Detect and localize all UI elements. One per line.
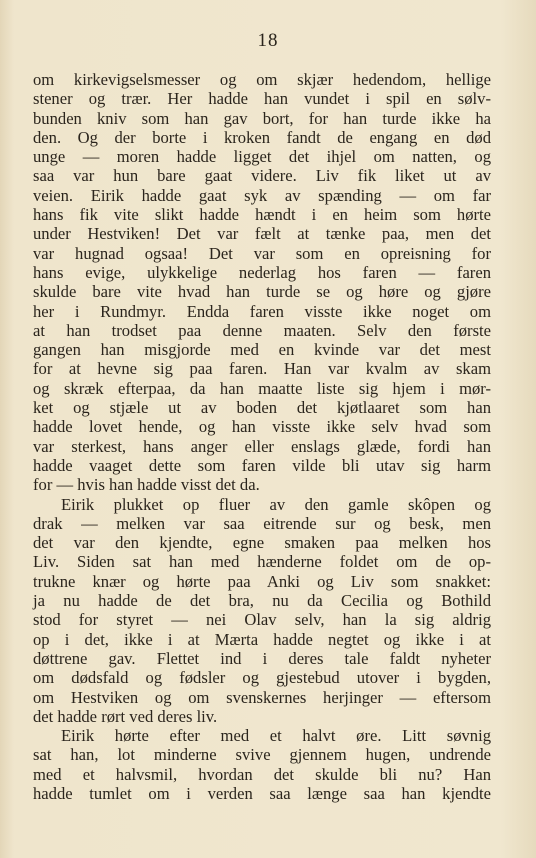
text-line: om dødsfald og fødsler og gjestebud utover i bygden, (33, 668, 491, 688)
text-line: bunden kniv som han gav bort, for han turde ikke ha (33, 108, 491, 128)
body-text (33, 70, 491, 803)
text-line: var sterkest, hans anger eller enslags glæde, fordi han (33, 436, 491, 456)
text-line: hans fik vite slikt hadde hændt i en heim som hørte (33, 205, 491, 225)
text-line: det hadde rørt ved deres liv. (33, 706, 218, 726)
text-line: stener og trær. Her hadde han vundet i spil en sølv- (33, 89, 491, 109)
text-line: om kirkevigselsmesser og om skjær hedendom, hellige (33, 70, 491, 89)
page-number: 18 (257, 30, 279, 51)
text-line: drak — melken var saa eitrende sur og besk, men (33, 513, 491, 533)
text-line: at han trodset paa denne maaten. Selv den første (33, 320, 491, 340)
text-line: var hugnad ogsaa! Det var som en opreisning for (33, 243, 491, 263)
text-line: under Hestviken! Det var fælt at tænke paa, men det (33, 224, 491, 244)
text-line: for — hvis han hadde visst det da. (33, 475, 260, 495)
text-line: hans evige, ulykkelige nederlag hos faren — faren (33, 262, 491, 282)
text-line: med et halvsmil, hvordan det skulde bli nu? Han (33, 764, 491, 784)
text-line: stod for styret — nei Olav selv, han la sig aldrig (33, 610, 491, 630)
text-line: veien. Eirik hadde gaat syk av spænding — om far (33, 185, 491, 205)
text-line: hadde lovet hende, og han visste ikke selv hvad som (33, 417, 491, 437)
text-line: døttrene gav. Flettet ind i deres tale faldt nyheter (33, 648, 491, 668)
text-line: og skræk efterpaa, da han maatte liste sig hjem i mør- (33, 378, 491, 398)
text-line: her i Rundmyr. Endda faren visste ikke noget om (33, 301, 491, 321)
text-line: op i det, ikke i at Mærta hadde negtet og ikke i at (33, 629, 491, 649)
text-line: trukne knær og hørte paa Anki og Liv som snakket: (33, 571, 491, 591)
text-line: Eirik plukket op fluer av den gamle skôpen og (61, 494, 491, 514)
text-line: Eirik hørte efter med et halvt øre. Litt søvnig (61, 726, 491, 746)
text-line: hadde tumlet om i verden saa længe saa han kjendte (33, 783, 491, 803)
text-line: gangen han misgjorde med en kvinde var det mest (33, 340, 491, 360)
text-line: hadde vaaget dette som faren vilde bli utav sig harm (33, 455, 491, 475)
text-line: Liv. Siden sat han med hænderne foldet om de op- (33, 552, 491, 572)
text-line: skulde bare vite hvad han turde se og høre og gjøre (33, 282, 491, 302)
text-line: for at hevne sig paa faren. Han var kvalm av skam (33, 359, 491, 379)
text-line: saa var hun bare gaat videre. Liv fik liket ut av (33, 166, 491, 186)
text-line: sat han, lot minderne svive gjennem hugen, undrende (33, 745, 491, 765)
text-line: ja nu hadde de det bra, nu da Cecilia og Bothild (33, 591, 491, 611)
text-line: den. Og der borte i kroken fandt de engang en død (33, 127, 491, 147)
text-line: ket og stjæle ut av boden det kjøtlaaret som han (33, 398, 491, 418)
text-line: unge — moren hadde ligget det ihjel om natten, og (33, 147, 491, 167)
text-line: det var den kjendte, egne smaken paa melken hos (33, 533, 491, 553)
text-line: om Hestviken og om svenskernes herjinger — eftersom (33, 687, 491, 707)
